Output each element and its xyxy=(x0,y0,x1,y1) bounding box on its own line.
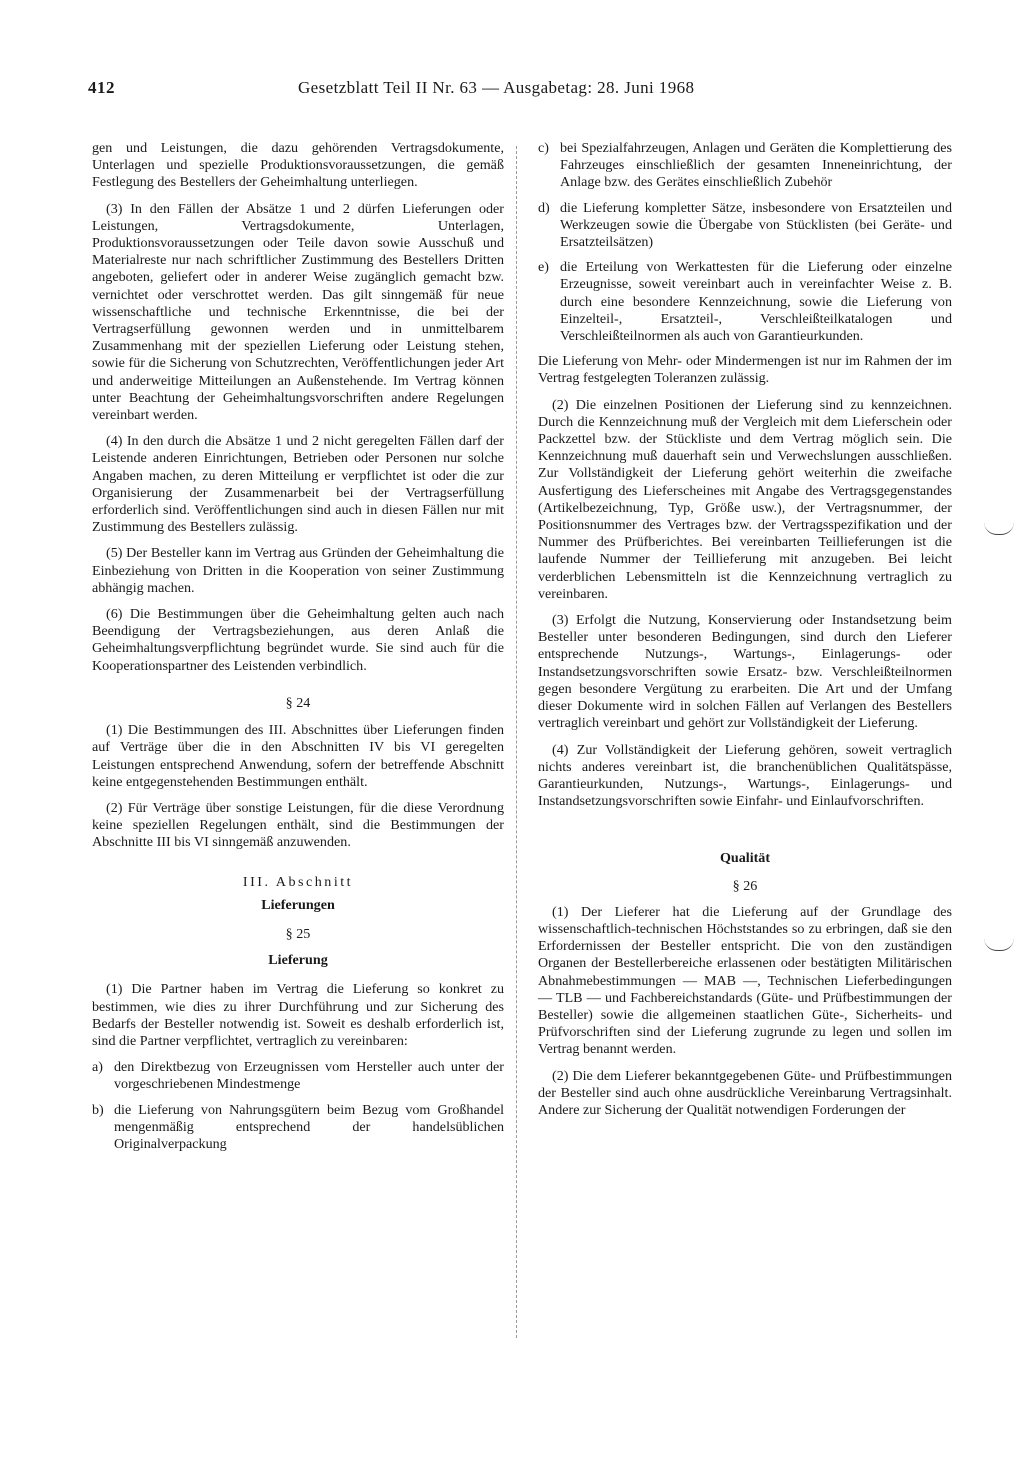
paragraph: (2) Für Verträge über sonstige Leistungen, für die diese Verordnung keine speziellen Regelungen enthält, sind die Bestimmungen der Abschnitte III bis VI sinngemäß anzuwenden. xyxy=(92,799,504,851)
paragraph: gen und Leistungen, die dazu gehörenden Vertragsdokumente, Unterlagen und spezielle Produktionsvoraussetzungen, die gemäß Festlegung des Bestellers der Geheimhaltung unterliegen. xyxy=(92,140,504,191)
paragraph: (3) Erfolgt die Nutzung, Konservierung oder Instandsetzung beim Besteller unter besonderen Bedingungen, sind durch den Lieferer entsprechende Nutzungs-, Wartungs-, Einlagerungs- oder Instandsetzungsvorschriften sowie Ersatz- bzw. Verschleißteilnormen gegen besondere Vergütung zu erarbeiten. Die Art und der Umfang dieser Dokumente wird in solchen Fällen auf Verlangen des Bestellers vertraglich vereinbart und gehört zur Vollständigkeit der Lieferung. xyxy=(538,612,952,732)
paragraph: (4) Zur Vollständigkeit der Lieferung gehören, soweit vertraglich nichts anderes vereinbart ist, die branchenüblichen Qualitätspässe, Garantieurkunden, Nutzungs-, Wartungs-, Einlagerungs- und Instandsetzungsvorschriften sowie Einfahr- und Einlaufvorschriften. xyxy=(538,741,952,810)
paragraph: (2) Die dem Lieferer bekanntgegebenen Güte- und Prüfbestimmungen der Besteller sind auch ohne ausdrückliche Vereinbarung Vertragsinhalt. Andere zur Sicherung der Qualität notwendigen Forderungen der xyxy=(538,1067,952,1118)
paragraph: (5) Der Besteller kann im Vertrag aus Gründen der Geheimhaltung die Einbeziehung von Dritten in die Kooperation von seiner Zustimmung abhängig machen. xyxy=(92,545,504,596)
section-heading: Qualität xyxy=(719,850,771,867)
list-item xyxy=(538,140,952,192)
running-head: Gesetzblatt Teil II Nr. 63 — Ausgabetag: 28. Juni 1968 xyxy=(298,78,695,97)
list-item xyxy=(538,259,952,345)
list-item-text: den Direktbezug von Erzeugnissen vom Hersteller auch unter der vorgeschriebenen Mindestmenge xyxy=(114,1059,504,1093)
list-item-text: bei Spezialfahrzeugen, Anlagen und Geräten die Komplettierung des Fahrzeuges einschließlich der gesamten Inneneinrichtung, der Anlage bzw. des Gerätes einschließlich Zubehör xyxy=(560,140,952,191)
column-divider xyxy=(516,146,518,1338)
paragraph: (4) In den durch die Absätze 1 und 2 nicht geregelten Fällen darf der Leistende anderen Einrichtungen, Betrieben oder Personen nur solche Angaben machen, zu deren Mitteilung er verpflichtet ist oder die zur Organisierung der Zusammenarbeit bei der Vertragserfüllung erforderlich sind. Veröffentlichungen sind auch in diesen Fällen nur mit Zustimmung des Bestellers zulässig. xyxy=(92,433,504,536)
list-item-text: die Lieferung kompletter Sätze, insbesondere von Ersatzteilen und Werkzeugen sowie die Übergabe von Stücklisten (bei Geräte- und Ersatzteilsätzen) xyxy=(560,199,952,251)
paragraph: (3) In den Fällen der Absätze 1 und 2 dürfen Lieferungen oder Leistungen, Vertragsdokumente, Unterlagen, Produktionsvoraussetzungen oder Teile davon sowie Ausschuß und Materialreste nur nach schriftlicher Zustimmung des Bestellers Dritten angeboten, geliefert oder in anderer Weise zugänglich gemacht bzw. vernichtet oder verschrottet werden. Das gilt sinngemäß für neue wissenschaftliche und technische Erkenntnisse, die bei der Vertragserfüllung gewonnen werden und in unmittelbarem Zusammenhang mit der speziellen Lieferung oder Leistung stehen, sowie für die Sicherung von Schutzrechten, Veröffentlichungen jeder Art und anderweitige Mitteilungen an Außenstehende. Im Vertrag können unter Beachtung der Geheimhaltungsvorschriften andere Regelungen vereinbart werden. xyxy=(92,200,504,424)
chapter-title: III. Abschnitt xyxy=(242,873,354,890)
section-number: § 26 xyxy=(732,877,758,894)
list-marker: a) xyxy=(92,1059,103,1076)
list-marker: d) xyxy=(538,199,550,216)
list-marker: b) xyxy=(92,1101,104,1118)
paragraph: (1) Die Bestimmungen des III. Abschnittes über Lieferungen finden auf Verträge über die in den Abschnitten IV bis VI geregelten Leistungen entsprechend Anwendung, sofern der betreffende Abschnitt keine entgegenstehenden Bestimmungen enthält. xyxy=(92,722,504,790)
section-number: § 25 xyxy=(285,925,311,942)
margin-mark xyxy=(984,938,1014,951)
list-item xyxy=(538,200,952,252)
paragraph: (1) Die Partner haben im Vertrag die Lieferung so konkret zu bestimmen, wie dies zu ihrer Durchführung und zur Sicherung des Bedarfs der Besteller notwendig ist. Soweit es deshalb erforderlich ist, sind die Partner verpflichtet, vertraglich zu vereinbaren: xyxy=(92,981,504,1049)
section-title: Lieferung xyxy=(268,952,328,969)
paragraph: (2) Die einzelnen Positionen der Lieferung sind zu kennzeichnen. Durch die Kennzeichnung muß der Vergleich mit dem Lieferschein oder Packzettel bzw. der Stückliste und dem Vertrag möglich sein. Die Kennzeichnung muß dauerhaft sein und Verwechslungen ausschließen. Zur Vollständigkeit der Lieferung gehört weiterhin die zweifache Ausfertigung des Lieferscheines mit Angabe des Vertragsgegenstandes (Artikelbezeichnung, Typ, Größe usw.), der Vertragsnummer, der Positionsnummer des Vertrages bzw. der Vertragsspezifikation und der Nummer des Prüfberichtes. Bei vereinbarten Teillieferungen ist die laufende Nummer der Teillieferung mit anzugeben. Bei leicht verderblichen Lebensmitteln ist die Kennzeichnung vertraglich zu vereinbaren. xyxy=(538,396,952,602)
list-item-text: die Lieferung von Nahrungsgütern beim Bezug vom Großhandel mengenmäßig entsprechend der handelsüblichen Originalverpackung xyxy=(114,1101,504,1152)
chapter-subtitle: Lieferungen xyxy=(261,896,335,913)
list-marker: e) xyxy=(538,259,549,276)
list-item xyxy=(92,1059,504,1093)
page-header xyxy=(88,78,948,108)
left-column xyxy=(92,140,504,1161)
paragraph: (1) Der Lieferer hat die Lieferung auf der Grundlage des wissenschaftlich-technischen Höchststandes so zu erbringen, daß sie den Erfordernissen der Besteller entspricht. Die von den zuständigen Organen der Bestellerbereiche erlassenen oder bestätigten Militärischen Abnahmebestimmungen — MAB —, Technischen Lieferbedingungen — TLB — und Fachbereichstandards (Güte- und Prüfbestimmungen der Besteller) sowie die allgemeinen staatlichen Güte-, Sicherheits- und Prüfvorschriften sind der Lieferung zugrunde zu legen und sollen im Vertrag benannt werden. xyxy=(538,903,952,1058)
page-number: 412 xyxy=(88,78,115,97)
list-marker: c) xyxy=(538,140,549,156)
margin-mark xyxy=(984,522,1014,535)
list-item-text: die Erteilung von Werkattesten für die Lieferung oder einzelne Erzeugnisse, soweit vereinbart auch in vereinfachter Weise z. B. durch eine besondere Kennzeichnung, sowie die Lieferung von Einzelteil-, Ersatzteil-, Verschleißteilkatalogen und Verschleißteilnormen als auch von Garantieurkunden. xyxy=(560,259,952,345)
right-column xyxy=(538,140,952,1128)
list-item xyxy=(92,1102,504,1154)
section-number: § 24 xyxy=(285,694,311,711)
paragraph: (6) Die Bestimmungen über die Geheimhaltung gelten auch nach Beendigung der Vertragsbeziehungen, aus deren Anlaß die Geheimhaltungsverpflichtung begründet wurde. Sie sind auch für die Kooperationspartner des Leistenden verbindlich. xyxy=(92,606,504,674)
paragraph: Die Lieferung von Mehr- oder Mindermengen ist nur im Rahmen der im Vertrag festgelegten Toleranzen zulässig. xyxy=(538,353,952,387)
